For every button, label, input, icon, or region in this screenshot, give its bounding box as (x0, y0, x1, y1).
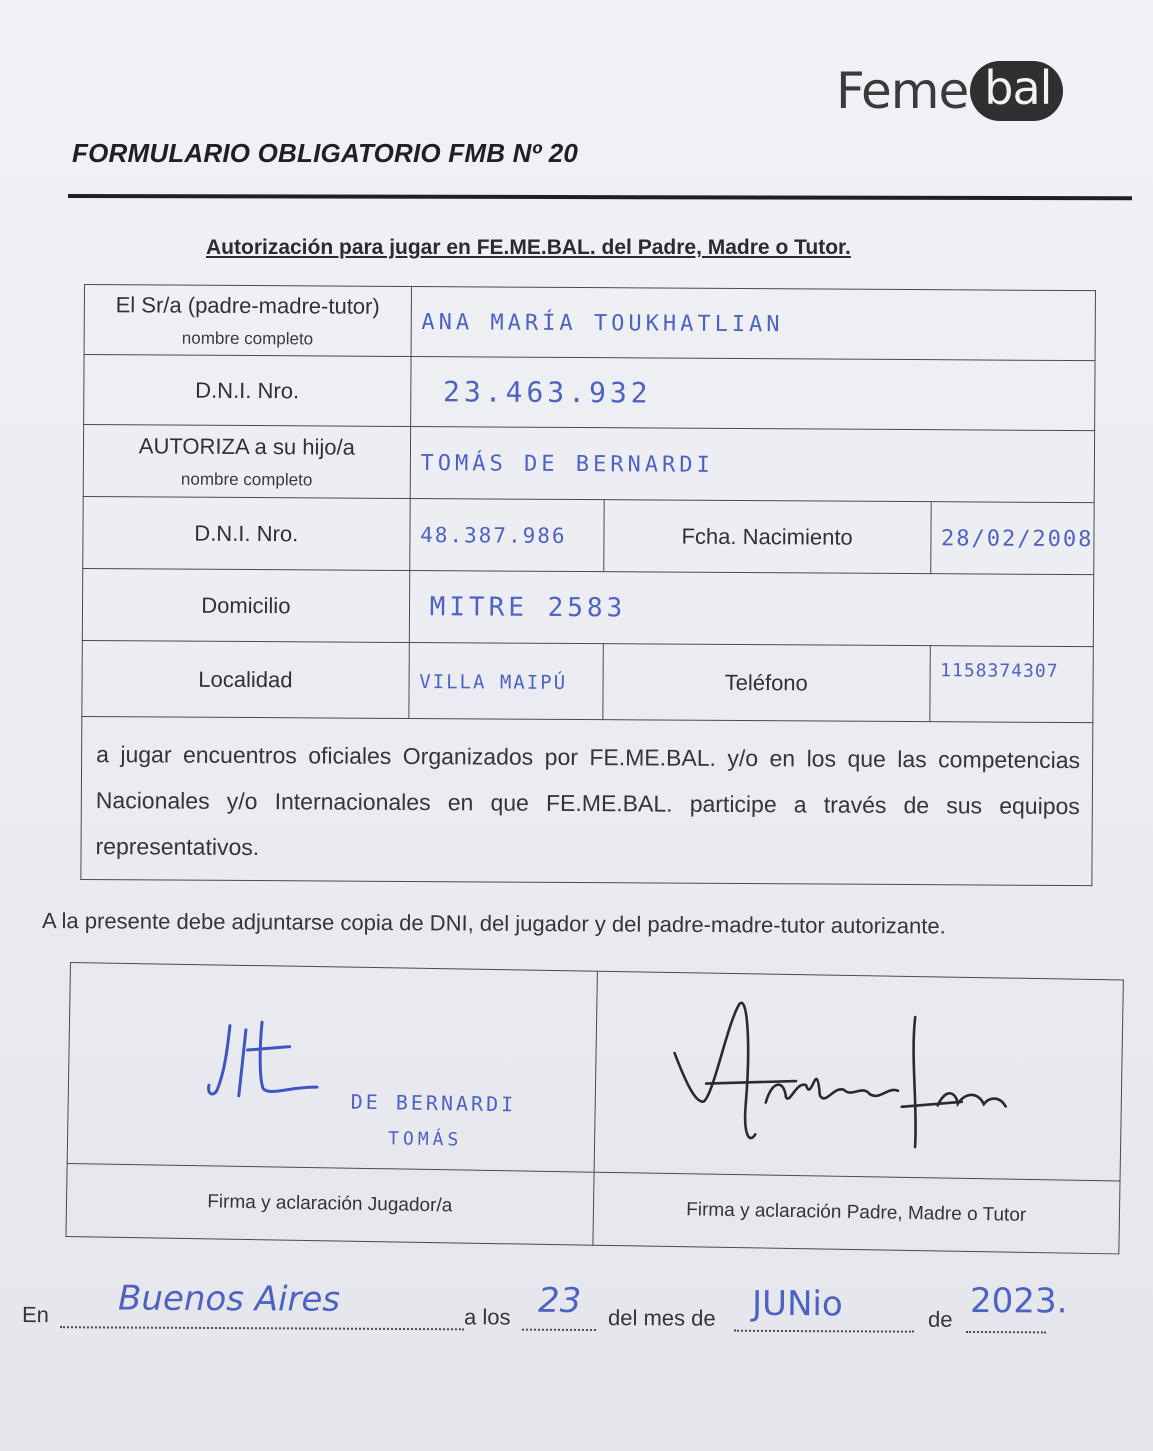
child-label-cell (83, 425, 410, 499)
tutor-dni-field[interactable] (410, 356, 1095, 430)
birth-date-field[interactable] (930, 502, 1094, 575)
day-value[interactable]: 23 (537, 1280, 582, 1321)
player-name-line1: DE BERNARDI (350, 1089, 517, 1117)
day-dots (522, 1329, 596, 1331)
tutor-signature-box[interactable] (594, 971, 1124, 1181)
footer-de: de (927, 1306, 953, 1332)
attachment-note: A la presente debe adjuntarse copia de DNI, del jugador y del padre-madre-tutor autorizante. (41, 908, 946, 939)
city-field[interactable] (409, 642, 604, 719)
city-row (82, 640, 1093, 722)
player-signature-box[interactable] (67, 963, 597, 1173)
year-dots (966, 1331, 1046, 1333)
form-subtitle: Autorización para jugar en FE.ME.BAL. del Padre, Madre o Tutor. (206, 236, 851, 259)
address-label: Domicilio (82, 568, 409, 642)
place-value[interactable]: Buenos Aires (117, 1278, 341, 1320)
authorization-table (80, 284, 1096, 886)
child-label: AUTORIZA a su hijo/a (138, 432, 355, 460)
child-sublabel: nombre completo (180, 469, 313, 489)
birth-date-value: 28/02/2008 (940, 525, 1094, 552)
tutor-label-cell (84, 285, 411, 357)
tutor-dni-label: D.N.I. Nro. (84, 355, 411, 427)
signature-table (65, 962, 1123, 1254)
form-title: FORMULARIO OBLIGATORIO FMB Nº 20 (72, 138, 579, 168)
month-value[interactable]: JUNio (751, 1283, 843, 1325)
month-dots (734, 1330, 914, 1333)
logo-text: Feme (836, 62, 969, 120)
signature-row (67, 963, 1123, 1181)
footer-en: En (21, 1302, 50, 1328)
tutor-row (84, 285, 1095, 361)
child-dni-label: D.N.I. Nro. (83, 496, 410, 570)
tutor-label: El Sr/a (padre-madre-tutor) (115, 291, 380, 319)
year-value[interactable]: 2023. (969, 1280, 1068, 1322)
tutor-signature-icon (664, 983, 1027, 1169)
tutor-dni-row (84, 355, 1095, 431)
child-row (83, 425, 1094, 503)
child-dni-row (83, 496, 1094, 574)
tutor-name-value: ANA MARÍA TOUKHATLIAN (421, 309, 784, 337)
player-signature-icon (199, 1015, 330, 1107)
child-dni-value: 48.387.986 (420, 522, 567, 548)
player-name-line2: TOMÁS (387, 1128, 463, 1151)
phone-label: Teléfono (603, 644, 930, 722)
child-dni-field[interactable] (409, 498, 604, 571)
femebal-logo (836, 56, 1063, 126)
phone-value: 1158374307 (940, 660, 1059, 682)
child-name-field[interactable] (410, 426, 1095, 502)
paragraph-row (81, 716, 1093, 885)
city-value: VILLA MAIPÚ (419, 670, 568, 694)
footer-line (21, 1278, 1132, 1354)
tutor-signature-caption: Firma y aclaración Padre, Madre o Tutor (592, 1172, 1120, 1254)
tutor-sublabel: nombre completo (181, 328, 314, 348)
address-row (82, 568, 1093, 646)
tutor-name-field[interactable] (411, 286, 1096, 360)
address-value: MITRE 2583 (429, 591, 627, 623)
birth-date-label: Fcha. Nacimiento (604, 500, 931, 574)
footer-a-los: a los (463, 1304, 511, 1330)
logo-pill: bal (970, 61, 1063, 121)
player-signature-caption: Firma y aclaración Jugador/a (66, 1163, 594, 1245)
place-dots (60, 1326, 464, 1330)
child-name-value: TOMÁS DE BERNARDI (420, 450, 714, 478)
footer-del-mes: del mes de (607, 1305, 716, 1331)
authorization-paragraph: a jugar encuentros oficiales Organizados por FE.ME.BAL. y/o en los que las competencias Nacionales y/o Internacionales en que FE.ME.BAL. participe a través de sus equipos representativos. (81, 716, 1093, 885)
tutor-dni-value: 23.463.932 (442, 375, 652, 410)
address-field[interactable] (409, 570, 1094, 646)
phone-field[interactable] (929, 646, 1093, 723)
city-label: Localidad (82, 640, 409, 718)
